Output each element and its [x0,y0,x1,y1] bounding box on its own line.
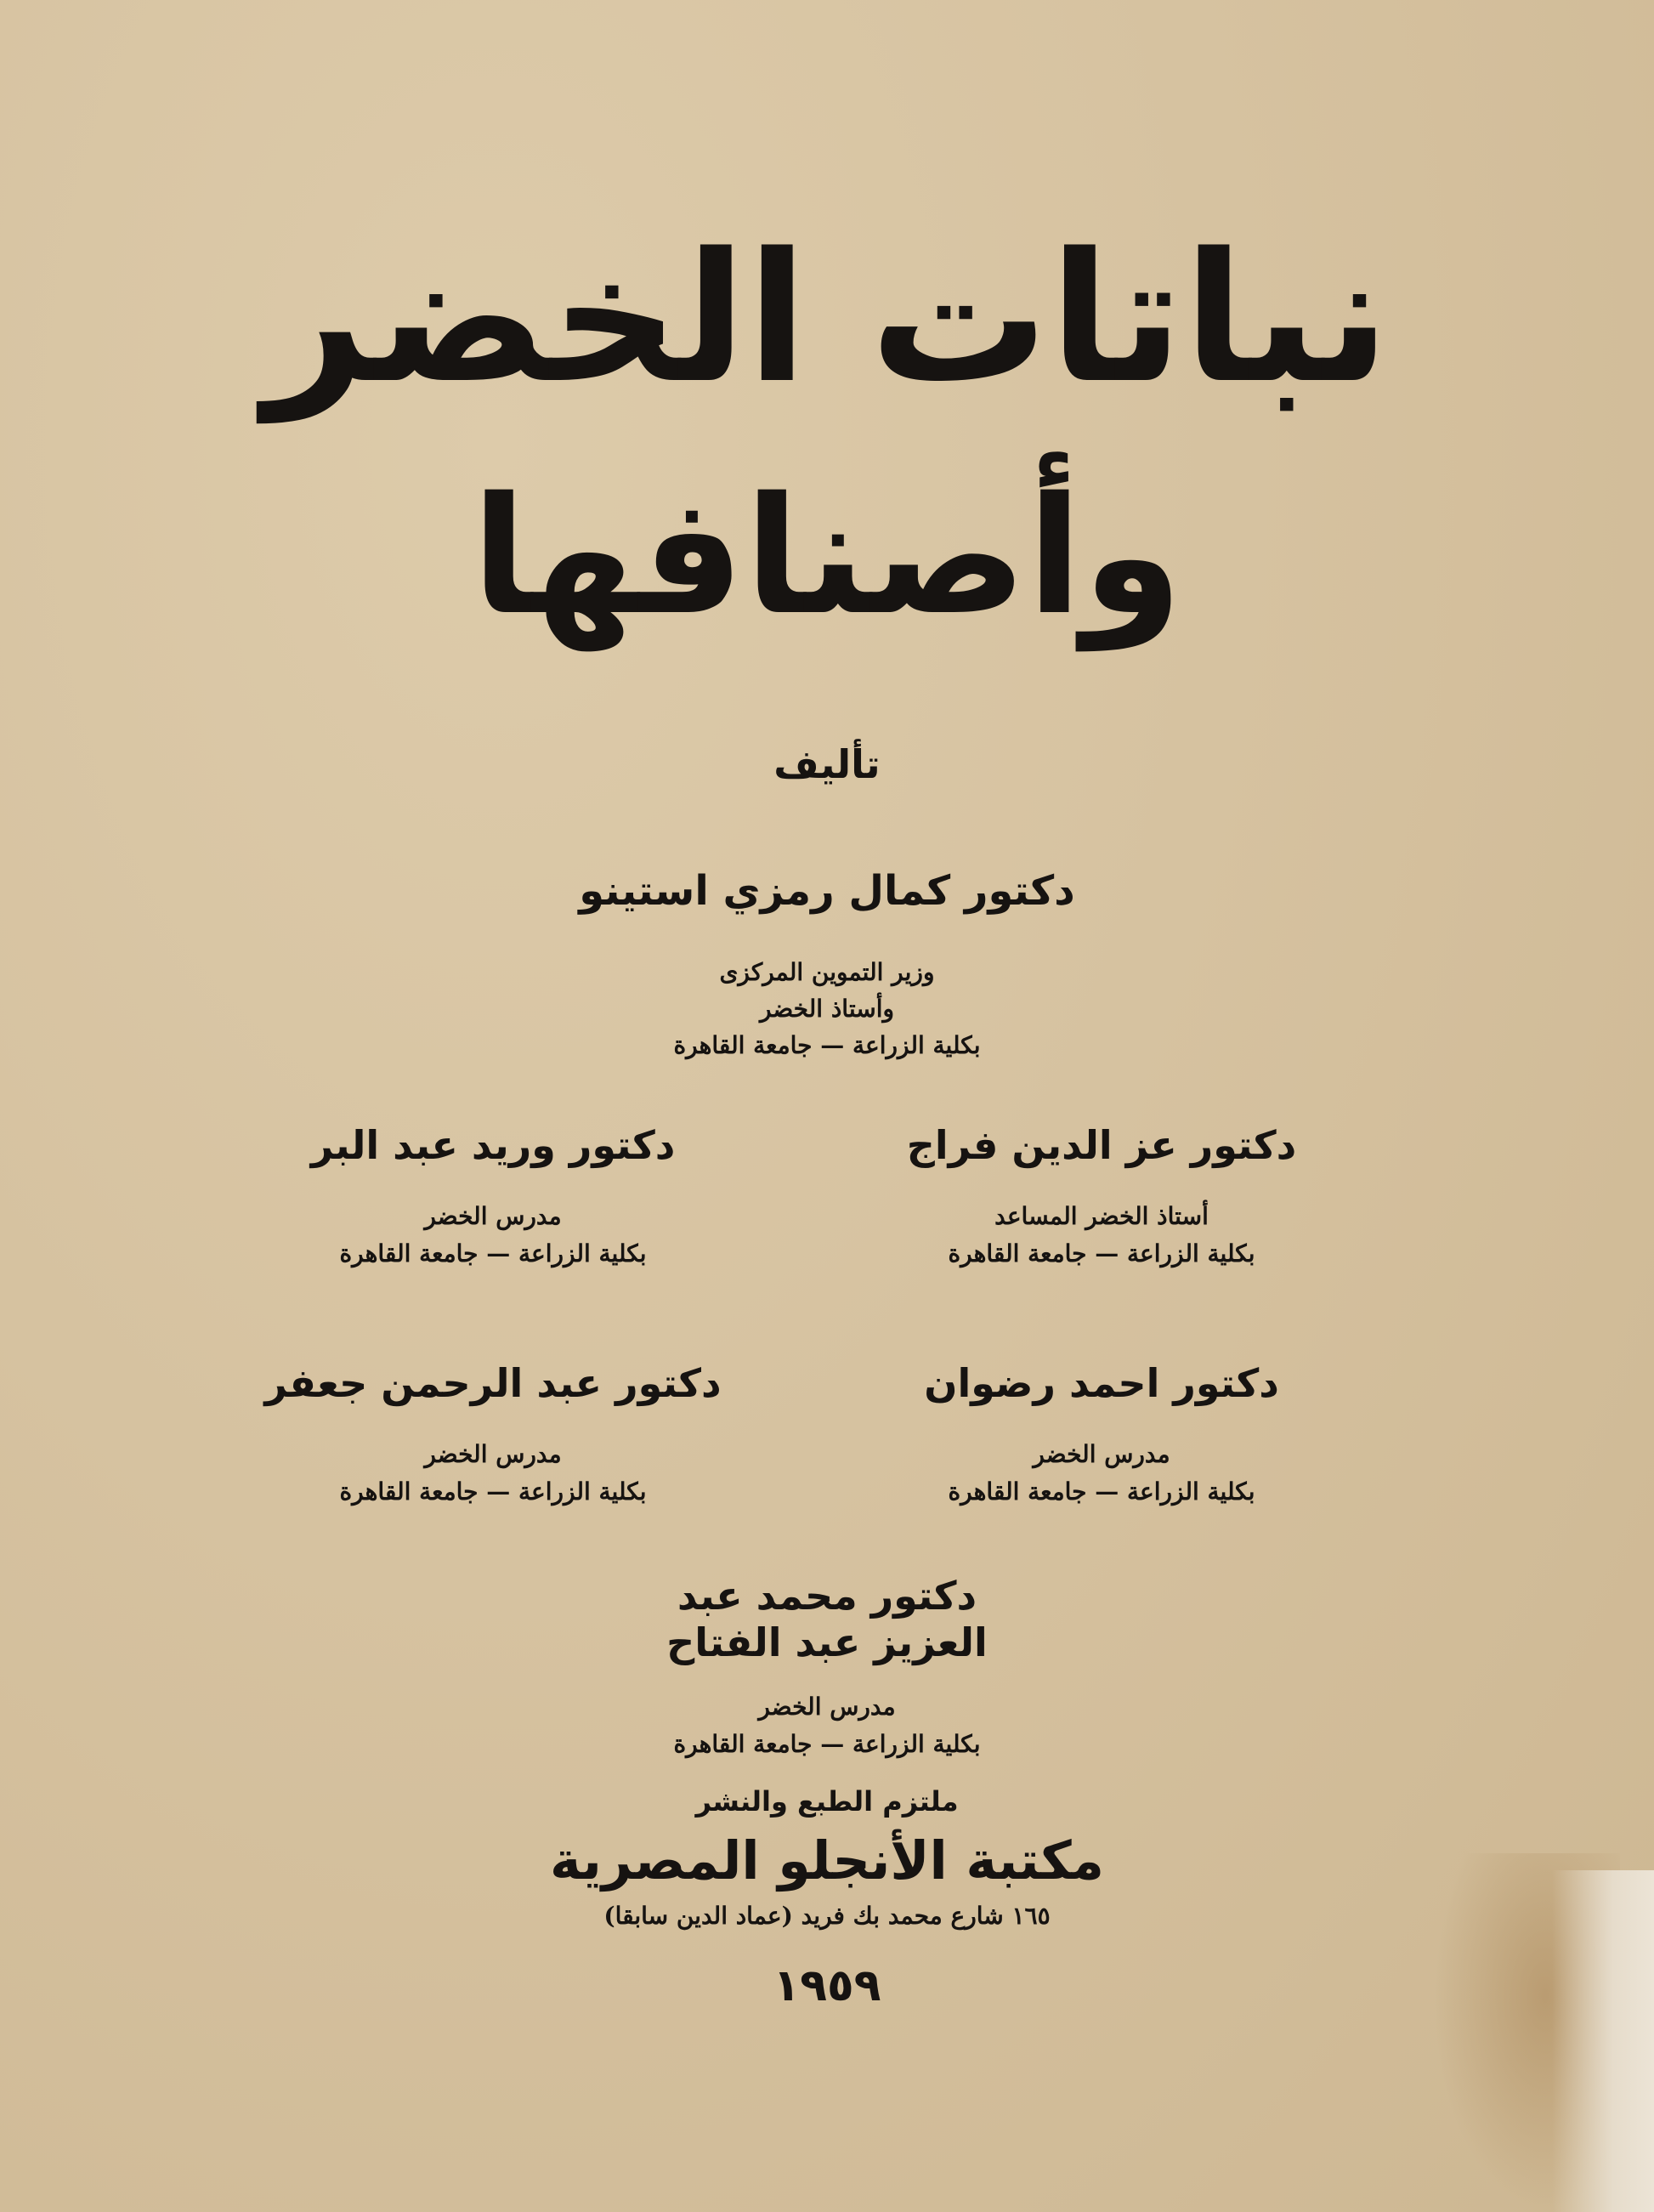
author-title: أستاذ الخضر المساعد [994,1202,1209,1231]
author-name: دكتور محمد عبد العزيز عبد الفتاح [666,1573,988,1666]
author-name: دكتور عبد الرحمن جعفر [264,1360,722,1406]
by-label: تأليف [773,741,881,787]
author-block [864,1122,1340,1272]
author-block [632,1573,1022,1762]
author-title: مدرس الخضر [424,1440,562,1469]
author-title: مدرس الخضر [424,1202,562,1231]
author-faculty: بكلية الزراعة — جامعة القاهرة [339,1239,647,1268]
author-name: دكتور عز الدين فراج [906,1122,1297,1168]
publisher-block [0,1785,1654,2011]
publisher-address: ١٦٥ شارع محمد بك فريد (عماد الدين سابقا) [603,1902,1051,1930]
main-author-name: دكتور كمال رمزي استينو [579,867,1075,915]
author-faculty: بكلية الزراعة — جامعة القاهرة [948,1239,1255,1268]
main-author-affiliation-3: بكلية الزراعة — جامعة القاهرة [673,1031,981,1060]
main-author-affiliation-2: وأستاذ الخضر [759,994,895,1023]
title-line-2: وأصنافها [471,462,1183,650]
author-name: دكتور احمد رضوان [924,1360,1279,1406]
author-faculty: بكلية الزراعة — جامعة القاهرة [339,1477,647,1506]
author-block [255,1360,731,1510]
author-block [864,1360,1340,1510]
title-line-1: نباتات الخضر [263,214,1391,423]
author-faculty: بكلية الزراعة — جامعة القاهرة [673,1729,981,1758]
author-title: مدرس الخضر [758,1693,896,1721]
main-author-block [572,867,1082,1064]
author-faculty: بكلية الزراعة — جامعة القاهرة [948,1477,1255,1506]
publication-year: ١٩٥٩ [773,1960,881,2011]
author-name: دكتور وريد عبد البر [310,1122,676,1168]
author-title: مدرس الخضر [1033,1440,1170,1469]
main-author-affiliation-1: وزير التموين المركزى [719,957,935,986]
author-block [255,1122,731,1272]
publisher-name: مكتبة الأنجلو المصرية [549,1829,1105,1892]
publisher-label: ملتزم الطبع والنشر [695,1785,959,1818]
